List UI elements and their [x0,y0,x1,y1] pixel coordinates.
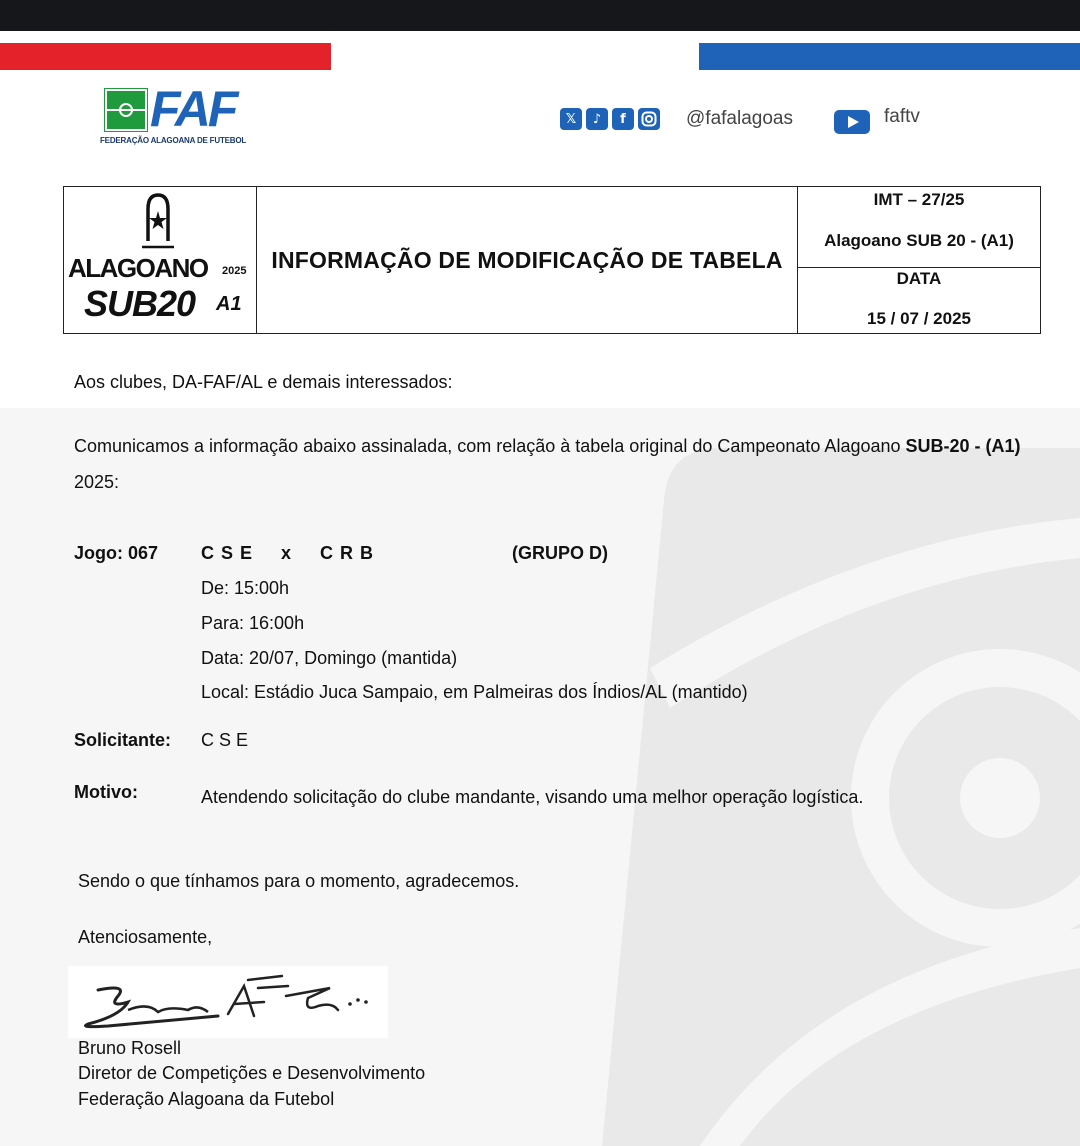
instagram-icon[interactable] [638,108,660,130]
signatory-name: Bruno Rosell [78,1038,182,1058]
document-header-table [63,186,1041,334]
intro-paragraph [74,428,1034,500]
header-divider [798,267,1040,268]
regards: Atenciosamente, [78,927,213,947]
social-icons [560,106,664,132]
top-dark-bar [0,0,1080,31]
youtube-handle[interactable]: faftv [884,106,920,127]
game-venue: Local: Estádio Juca Sampaio, em Palmeiras dos Índios/AL (mantido) [201,682,748,702]
signatory-role: Diretor de Competições e Desenvolvimento [78,1063,426,1083]
date-label: DATA [896,269,942,288]
red-stripe [0,43,331,70]
social-handle[interactable]: @fafalagoas [686,108,793,129]
logo-division: A1 [216,293,242,315]
competition-logo [64,187,257,333]
signatory-org: Federação Alagoana da Futebol [78,1089,335,1109]
game-label: Jogo: 067 [74,543,159,563]
requester-label: Solicitante: [74,730,172,750]
time-to: Para: 16:00h [201,613,305,633]
signature-image [68,966,388,1046]
logo-year: 2025 [222,265,247,277]
tiktok-icon[interactable]: ♪ [586,108,608,130]
reason-value: Atendendo solicitação do clube mandante, visando uma melhor operação logística. [201,787,864,807]
requester-value: C S E [201,730,249,750]
logo-word: ALAGOANO [68,253,208,283]
greeting: Aos clubes, DA-FAF/AL e demais interessados: [74,372,453,392]
versus: x [281,543,292,563]
blue-stripe [699,43,1080,70]
intro-post: 2025: [74,472,120,492]
game-date: Data: 20/07, Domingo (mantida) [201,648,458,668]
group: (GRUPO D) [512,543,608,563]
faf-logo-text: FAF [150,81,236,137]
faf-field-icon [104,88,148,132]
faf-subtitle: FEDERAÇÃO ALAGOANA DE FUTEBOL [100,136,247,145]
youtube-icon[interactable] [834,110,870,134]
document-title: INFORMAÇÃO DE MODIFICAÇÃO DE TABELA [257,187,798,333]
time-from: De: 15:00h [201,578,290,598]
competition-name: Alagoano SUB 20 - (A1) [824,231,1014,250]
trophy-emblem-icon [140,191,176,249]
doc-number: IMT – 27/25 [873,190,965,209]
closing: Sendo o que tínhamos para o momento, agradecemos. [78,871,520,891]
logo-sub: SUB20 [84,283,196,324]
home-team: C S E [201,543,254,563]
reason-label: Motivo: [74,782,138,802]
facebook-icon[interactable]: f [612,108,634,130]
header-info [798,187,1040,333]
intro-bold: SUB-20 - (A1) [905,436,1021,456]
date-value: 15 / 07 / 2025 [867,309,971,328]
intro-pre: Comunicamos a informação abaixo assinalada, com relação à tabela original do Campeonato Alagoano [74,436,906,456]
away-team: C R B [320,543,374,563]
faf-logo [100,81,260,150]
x-icon[interactable]: 𝕏 [560,108,582,130]
